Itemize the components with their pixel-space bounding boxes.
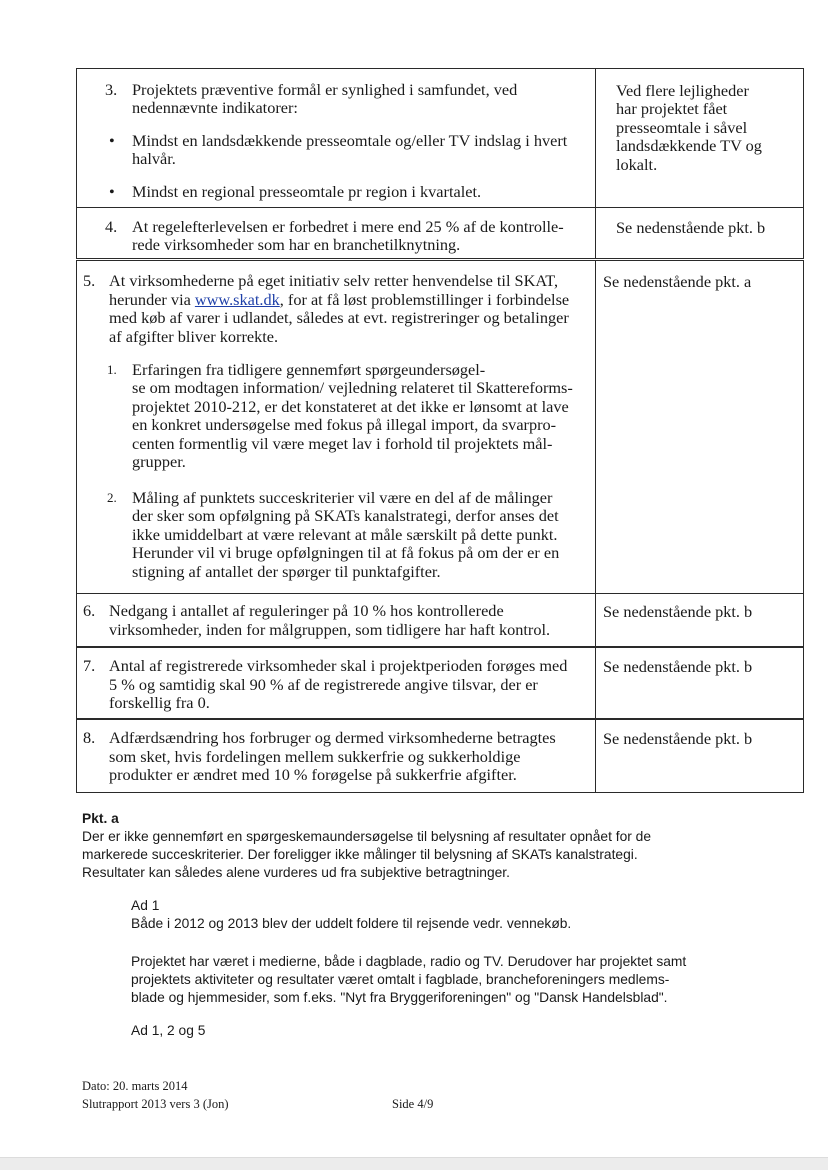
- item-text: med køb af varer i udlandet, således at evt. registreringer og betalinger: [109, 308, 569, 327]
- item-text: Antal af registrerede virksomheder skal i projektperioden forøges med: [109, 656, 568, 675]
- page-number: Side 4/9: [392, 1097, 434, 1111]
- criteria-cell: [77, 208, 596, 258]
- skat-link[interactable]: www.skat.dk: [194, 290, 280, 309]
- sub-text: Herunder vil vi bruge opfølgningen til at få fokus på om der er en: [132, 543, 560, 562]
- item-text: forskellig fra 0.: [109, 693, 210, 712]
- result-text: Ved flere lejligheder: [616, 81, 749, 100]
- criteria-cell: [77, 69, 596, 207]
- section-heading: Pkt. a: [82, 811, 119, 826]
- result-text: Se nedenstående pkt. b: [603, 602, 753, 621]
- viewer-bottom-bar: [0, 1157, 828, 1170]
- item-text: 5 % og samtidig skal 90 % af de registrerede angive tilsvar, der er: [109, 675, 538, 694]
- table-row: [76, 260, 804, 594]
- paragraph-line: Der er ikke gennemført en spørgeskemaundersøgelse til belysning af resultater opnået for de: [82, 829, 652, 844]
- sub-text: Erfaringen fra tidligere gennemført spørgeundersøgel-: [132, 360, 486, 379]
- result-cell: [595, 594, 803, 646]
- item-text: af afgifter bliver korrekte.: [109, 327, 279, 346]
- paragraph-line: projektets aktiviteter og resultater været omtalt i fagblade, brancheforeningers medlems-: [131, 972, 670, 987]
- criteria-cell: [77, 648, 596, 718]
- result-text: presseomtale i såvel: [616, 118, 748, 137]
- criteria-cell: [77, 261, 596, 593]
- paragraph-line: blade og hjemmesider, som f.eks. "Nyt fra Bryggeriforeningen" og "Dansk Handelsblad".: [131, 990, 668, 1005]
- result-text: Se nedenstående pkt. b: [616, 218, 766, 237]
- table-row: [76, 68, 804, 208]
- result-cell: [595, 648, 803, 718]
- table-row: [76, 719, 804, 793]
- paragraph-line: Projektet har været i medierne, både i dagblade, radio og TV. Derudover har projektet samt: [131, 954, 687, 969]
- result-text: Se nedenstående pkt. b: [603, 657, 753, 676]
- footer-report: Slutrapport 2013 vers 3 (Jon): [82, 1097, 229, 1111]
- paragraph-line: markerede succeskriterier. Der foreligger ikke målinger til belysning af SKATs kanalstrategi.: [82, 847, 638, 862]
- item-number: 6.: [83, 601, 96, 620]
- item-text: Projektets præventive formål er synlighed i samfundet, ved: [132, 80, 518, 99]
- table-row: [76, 593, 804, 647]
- sub-text: grupper.: [132, 452, 186, 471]
- sub-number: 2.: [107, 490, 117, 505]
- item-text: At regelefterlevelsen er forbedret i mere end 25 % af de kontrolle-: [132, 217, 564, 236]
- item-number: 4.: [105, 217, 118, 236]
- bullet: •: [109, 182, 115, 201]
- bullet-text: Mindst en landsdækkende presseomtale og/eller TV indslag i hvert: [132, 131, 568, 150]
- paragraph-line: Både i 2012 og 2013 blev der uddelt foldere til rejsende vedr. vennekøb.: [131, 916, 572, 931]
- item-text: rede virksomheder som har en branchetilknytning.: [132, 235, 461, 254]
- item-text: nedennævnte indikatorer:: [132, 98, 298, 117]
- footer-date: Dato: 20. marts 2014: [82, 1079, 188, 1093]
- result-text: Se nedenstående pkt. b: [603, 729, 753, 748]
- bullet-text: Mindst en regional presseomtale pr region i kvartalet.: [132, 182, 482, 201]
- subheading: Ad 1: [131, 898, 160, 913]
- result-text: landsdækkende TV og: [616, 136, 762, 155]
- sub-text: Måling af punktets succeskriterier vil være en del af de målinger: [132, 488, 553, 507]
- bullet: •: [109, 131, 115, 150]
- item-number: 3.: [105, 80, 118, 99]
- bullet-text: halvår.: [132, 149, 176, 168]
- item-text: som sket, hvis fordelingen mellem sukkerfrie og sukkerholdige: [109, 747, 521, 766]
- sub-text: stigning af antallet der spørger til punktafgifter.: [132, 562, 441, 581]
- sub-text: se om modtagen information/ vejledning relateret til Skattereforms-: [132, 378, 573, 397]
- result-cell: [595, 208, 803, 258]
- item-text: Adfærdsændring hos forbruger og dermed virksomhederne betragtes: [109, 728, 556, 747]
- sub-number: 1.: [107, 362, 117, 377]
- subheading: Ad 1, 2 og 5: [131, 1023, 206, 1038]
- item-text: herunder via www.skat.dk, for at få løst problemstillinger i forbindelse: [109, 290, 570, 309]
- item-text: At virksomhederne på eget initiativ selv retter henvendelse til SKAT,: [109, 271, 559, 290]
- criteria-cell: [77, 594, 596, 646]
- item-text: Nedgang i antallet af reguleringer på 10 % hos kontrollerede: [109, 601, 504, 620]
- result-cell: [595, 720, 803, 792]
- result-text: har projektet fået: [616, 99, 728, 118]
- sub-text: der sker som opfølgning på SKATs kanalstrategi, derfor anses det: [132, 506, 559, 525]
- item-text: produkter er ændret med 10 % forøgelse på sukkerfrie afgifter.: [109, 765, 517, 784]
- sub-text: centen formentlig vil være meget lav i forhold til projektets mål-: [132, 434, 553, 453]
- sub-text: en konkret undersøgelse med fokus på illegal import, da svarpro-: [132, 415, 557, 434]
- table-row: [76, 207, 804, 259]
- sub-text: ikke umiddelbart at være relevant at måle særskilt på dette punkt.: [132, 525, 558, 544]
- item-text: virksomheder, inden for målgruppen, som tidligere har haft kontrol.: [109, 620, 551, 639]
- item-number: 5.: [83, 271, 96, 290]
- item-number: 7.: [83, 656, 96, 675]
- result-cell: [595, 69, 803, 207]
- item-number: 8.: [83, 728, 96, 747]
- sub-text: projektet 2010-212, er det konstateret at det ikke er lønsomt at lave: [132, 397, 569, 416]
- criteria-cell: [77, 720, 596, 792]
- table-row: [76, 647, 804, 719]
- result-text: Se nedenstående pkt. a: [603, 272, 752, 291]
- result-text: lokalt.: [616, 155, 658, 174]
- paragraph-line: Resultater kan således alene vurderes ud fra subjektive betragtninger.: [82, 865, 510, 880]
- result-cell: [595, 261, 803, 593]
